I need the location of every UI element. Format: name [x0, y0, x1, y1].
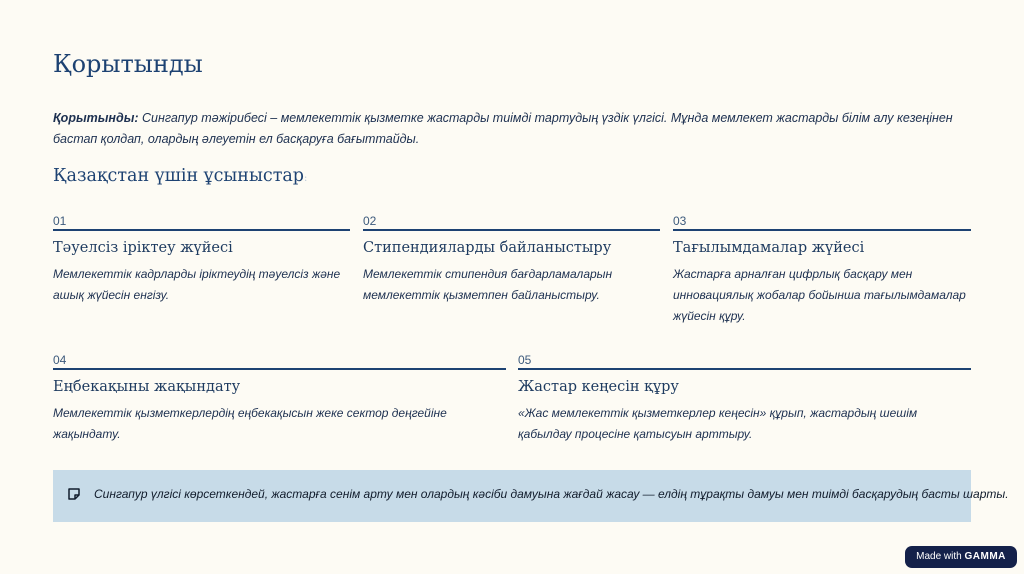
summary-callout [53, 470, 1009, 522]
card-description: «Жас мемлекеттік қызметкерлер кеңесін» құрып, жастардың шешім қабылдау процесіне қатысуын арттыру. [518, 406, 918, 441]
card-title: Жастар кеңесін құру [518, 379, 679, 395]
page-title: Қорытынды [53, 50, 203, 78]
note-icon [67, 487, 81, 501]
callout-text: Сингапур үлгісі көрсеткендей, жастарға сенім арту мен олардың кәсіби дамуына жағдай жасау — елдің тұрақты дамуы мен тиімді басқарудың басты шарты. [94, 487, 1009, 501]
section-subtitle [53, 166, 307, 186]
card-title: Тәуелсіз іріктеу жүйесі [53, 240, 233, 256]
gamma-logo: GAMMA [964, 551, 1006, 562]
card-description: Мемлекеттік кадрларды іріктеудің тәуелсіз және ашық жүйесін енгізу. [53, 267, 341, 302]
card-number: 01 [53, 214, 350, 231]
card-description: Жастарға арналған цифрлық басқару мен инновациялық жобалар бойынша тағылымдамалар жүйесін құру. [673, 267, 966, 323]
recommendation-card-1 [53, 214, 350, 306]
card-title: Стипендияларды байланыстыру [363, 240, 612, 256]
card-description: Мемлекеттік қызметкерлердің еңбекақысын жеке сектор деңгейіне жақындату. [53, 406, 447, 441]
text-cursor: : [304, 173, 308, 184]
card-title: Еңбекақыны жақындату [53, 379, 241, 395]
card-number: 03 [673, 214, 971, 231]
recommendation-card-2 [363, 214, 660, 306]
recommendation-card-5 [518, 353, 971, 445]
badge-prefix: Made with [916, 551, 962, 562]
recommendation-card-4 [53, 353, 506, 445]
subtitle-text: Қазақстан үшін ұсыныстар [53, 166, 305, 186]
intro-paragraph [53, 108, 983, 150]
card-number: 02 [363, 214, 660, 231]
card-number: 05 [518, 353, 971, 370]
intro-text: Сингапур тәжірибесі – мемлекеттік қызметке жастарды тиімді тартудың үздік үлгісі. Мұнда мемлекет жастарды білім алу кезеңінен бастап қолдап, олардың әлеуетін ел басқаруға бағыттайды. [53, 111, 953, 146]
card-title: Тағылымдамалар жүйесі [673, 240, 865, 256]
intro-label: Қорытынды: [53, 111, 139, 125]
recommendation-card-3 [673, 214, 971, 327]
card-number: 04 [53, 353, 506, 370]
made-with-gamma-badge[interactable] [905, 546, 1017, 568]
card-description: Мемлекеттік стипендия бағдарламаларын мемлекеттік қызметпен байланыстыру. [363, 267, 613, 302]
